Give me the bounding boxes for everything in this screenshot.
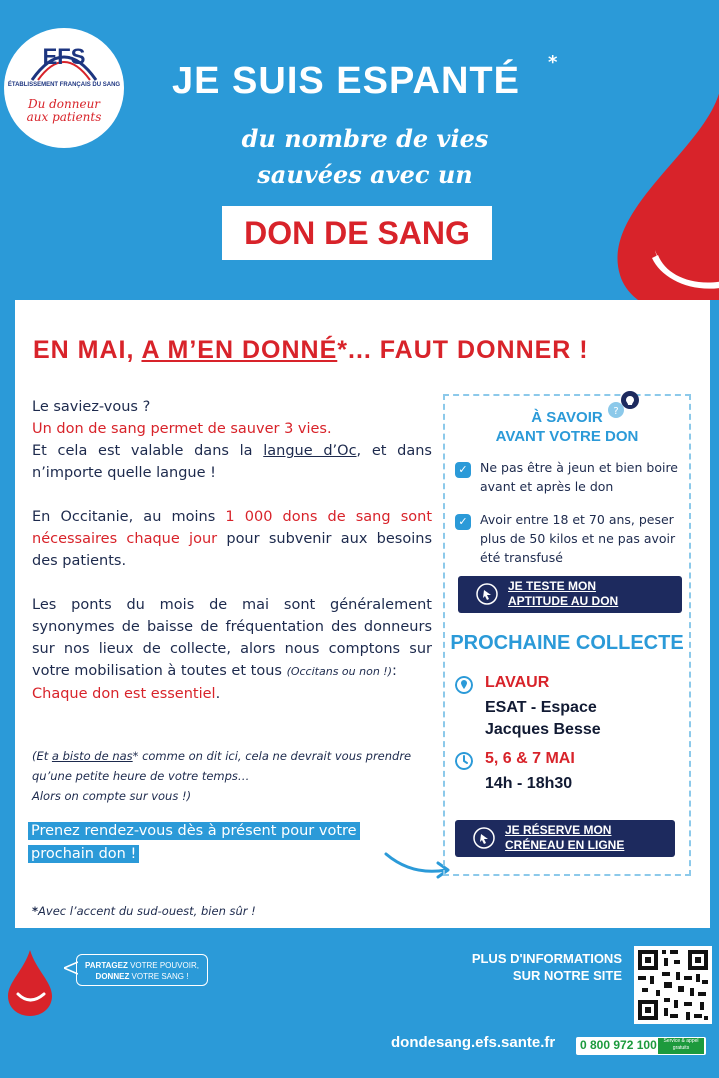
check-item: Avoir entre 18 et 70 ans, peser plus de 50 kilos et ne pas avoir été transfusé: [480, 512, 676, 565]
note-b: * comme on dit ici, cela ne devrait vous prendre qu’une petite heure de votre temps…: [32, 749, 412, 783]
phone-tag-1: Service & appel: [663, 1038, 699, 1044]
blood-drop-icon: [8, 950, 52, 1018]
body-p3-text: Les ponts du mois de mai sont généralement synonymes de baisse de fréquentation des donneurs sur nos lieux de collecte, alors nous comptons sur votre mobilisation à toutes et tous: [32, 597, 432, 679]
share-bubble: [76, 954, 208, 986]
right-blue-border: [710, 300, 719, 928]
website-url[interactable]: dondesang.efs.sante.fr: [391, 1034, 556, 1051]
efs-logo: [4, 28, 124, 148]
collection-place-2: Jacques Besse: [485, 721, 601, 738]
info-title-1: À SAVOIR: [531, 409, 603, 426]
info-title-2: AVANT VOTRE DON: [495, 428, 639, 445]
cursor-click-icon: [476, 583, 498, 605]
logo-tagline-1: Du donneur: [27, 97, 101, 111]
collection-place-1: ESAT - Espace: [485, 699, 597, 716]
italic-note: [32, 746, 432, 806]
cursor-click-icon: [473, 827, 495, 849]
body-p1-red: Un don de sang permet de sauver 3 vies.: [32, 421, 332, 437]
hero-asterisk: *: [548, 52, 558, 73]
svg-text:?: ?: [613, 406, 619, 417]
body-p3-red: Chaque don est essentiel: [32, 686, 216, 702]
footnote: [32, 904, 256, 918]
body-p3-dot: .: [215, 686, 221, 702]
checkbox-icon: ✓: [455, 462, 471, 478]
note-c: Alors on compte sur vous !): [32, 789, 192, 803]
body-text: [32, 396, 432, 705]
location-pin-icon: [455, 676, 473, 694]
logo-subtitle: ÉTABLISSEMENT FRANÇAIS DU SANG: [7, 82, 121, 88]
collection-place: [485, 697, 601, 741]
rdv-line1: Prenez rendez-vous dès à présent pour votre: [28, 822, 360, 840]
don-de-sang-box: DON DE SANG: [222, 206, 492, 260]
body-p1-line1: Le saviez-vous ?: [32, 399, 151, 415]
body-p3: [32, 594, 432, 705]
qr-code[interactable]: [634, 946, 712, 1024]
test-aptitude-button[interactable]: [458, 576, 682, 613]
appointment-callout: [28, 820, 438, 866]
may-title-part2: A M’EN DONNÉ: [141, 336, 338, 364]
left-blue-border: [0, 300, 15, 928]
checkbox-icon: ✓: [455, 514, 471, 530]
logo-tagline-2: aux patients: [26, 110, 102, 124]
logo-name: EFS: [42, 44, 86, 69]
hero-script-line2: sauvées avec un: [257, 160, 473, 189]
note-link: a bisto de nas: [51, 749, 133, 763]
check-item: Ne pas être à jeun et bien boire avant et après le don: [480, 460, 678, 494]
body-p2-red: 1 000 dons de sang sont nécessaires chaque jour: [32, 509, 433, 547]
footnote-star: *: [32, 904, 39, 918]
bubble-line1: [77, 960, 207, 971]
more-info-2: SUR NOTRE SITE: [512, 968, 622, 983]
book-slot-label-2: CRÉNEAU EN LIGNE: [505, 838, 625, 852]
bubble-line1-rest: VOTRE POUVOIR,: [127, 961, 199, 970]
collection-hours: 14h - 18h30: [485, 775, 573, 792]
may-title-part3: *... FAUT DONNER !: [337, 336, 589, 364]
next-collection-title: PROCHAINE COLLECTE: [450, 632, 684, 654]
more-info: [440, 950, 622, 984]
bubble-line2-bold: DONNEZ: [95, 972, 130, 981]
bubble-line2: [77, 971, 207, 982]
test-aptitude-label: [508, 579, 678, 609]
body-p2-a: En Occitanie, au moins: [32, 509, 226, 525]
body-p1-rest-b: , et dans n’importe quelle langue !: [32, 443, 432, 481]
book-slot-label: [505, 823, 675, 853]
hero-script-line1: du nombre de vies: [241, 124, 489, 153]
may-title-part1: EN MAI,: [33, 336, 142, 364]
book-slot-label-1: JE RÉSERVE MON: [505, 823, 612, 837]
more-info-1: PLUS D'INFORMATIONS: [471, 951, 622, 966]
may-title: [33, 336, 589, 365]
hero-headline: JE SUIS ESPANTÉ: [172, 60, 520, 102]
note-a: (Et: [32, 749, 52, 763]
info-title: [443, 408, 691, 446]
bubble-line1-bold: PARTAGEZ: [85, 961, 128, 970]
footnote-text: Avec l’accent du sud-ouest, bien sûr !: [38, 904, 256, 918]
book-slot-button[interactable]: [455, 820, 675, 857]
body-p3-colon: :: [392, 663, 397, 679]
collection-dates: 5, 6 & 7 MAI: [485, 750, 575, 767]
test-aptitude-label-1: JE TESTE MON: [508, 579, 597, 593]
phone-number: 0 800 972 100: [580, 1038, 657, 1052]
clock-icon: [455, 752, 473, 770]
phone-free-tag: [658, 1038, 704, 1054]
logo-tagline: [18, 98, 110, 124]
rdv-line2: prochain don !: [28, 845, 139, 863]
body-p2-b: pour subvenir aux besoins des patients.: [32, 531, 432, 569]
test-aptitude-label-2: APTITUDE AU DON: [508, 594, 619, 608]
phone-badge[interactable]: [576, 1037, 706, 1055]
langue-doc-link: langue d’Oc: [263, 443, 357, 459]
body-p2: [32, 506, 432, 572]
phone-tag-2: gratuits: [672, 1045, 690, 1051]
blood-drop-icon: [600, 90, 719, 300]
bubble-line2-rest: VOTRE SANG !: [129, 972, 189, 981]
collection-city: LAVAUR: [485, 674, 550, 691]
body-p1-rest-a: Et cela est valable dans la: [32, 443, 264, 459]
body-p1: [32, 396, 432, 484]
body-p3-small: (Occitans ou non !): [286, 665, 392, 678]
